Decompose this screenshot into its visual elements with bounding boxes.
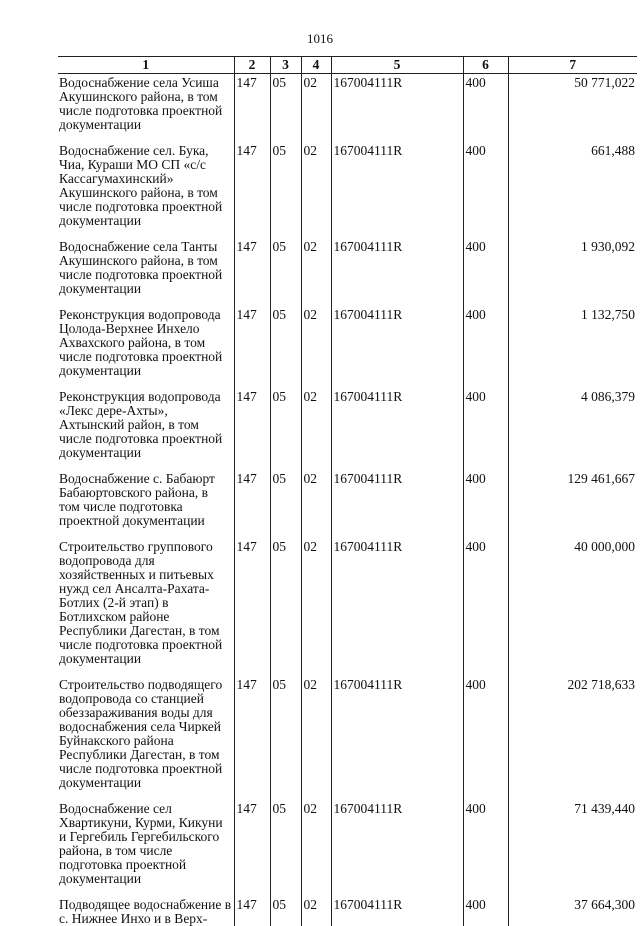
table-row: [58, 470, 637, 538]
row-code-5: 167004111R: [331, 470, 463, 538]
row-code-3: 05: [270, 470, 301, 538]
row-code-2: 147: [234, 896, 270, 926]
row-code-5: 167004111R: [331, 800, 463, 896]
row-code-4: 02: [301, 676, 331, 800]
row-code-6: 400: [463, 896, 508, 926]
row-code-2: 147: [234, 676, 270, 800]
row-code-4: 02: [301, 306, 331, 388]
row-code-2: 147: [234, 74, 270, 143]
table-row: [58, 306, 637, 388]
header-col-1: 1: [58, 57, 234, 74]
row-code-6: 400: [463, 388, 508, 470]
row-code-4: 02: [301, 238, 331, 306]
row-code-3: 05: [270, 538, 301, 676]
row-code-3: 05: [270, 676, 301, 800]
table-row: [58, 238, 637, 306]
row-amount: 1 132,750: [508, 306, 637, 388]
row-code-6: 400: [463, 74, 508, 143]
page-number: 1016: [307, 31, 333, 46]
row-name: Строительство подводящего водопровода со станцией обеззараживания воды для водоснабжения села Чиркей Буйнакского района Республики Дагестан, в том числе подготовка проектной документации: [59, 677, 223, 790]
row-amount: 1 930,092: [508, 238, 637, 306]
row-code-3: 05: [270, 238, 301, 306]
row-code-2: 147: [234, 538, 270, 676]
row-code-2: 147: [234, 800, 270, 896]
header-col-3: 3: [270, 57, 301, 74]
row-amount: 50 771,022: [508, 74, 637, 143]
row-code-3: 05: [270, 896, 301, 926]
row-name: Подводящее водоснабжение в с. Нижнее Инхо и в Верх-: [59, 897, 232, 926]
row-name: Водоснабжение села Усиша Акушинского района, в том числе подготовка проектной документации: [59, 75, 223, 132]
row-code-6: 400: [463, 676, 508, 800]
row-name: Водоснабжение села Танты Акушинского района, в том числе подготовка проектной документации: [59, 239, 223, 296]
row-name: Водоснабжение с. Бабаюрт Бабаюртовского района, в том числе подготовка проектной документации: [59, 471, 215, 528]
row-amount: 4 086,379: [508, 388, 637, 470]
row-code-6: 400: [463, 238, 508, 306]
row-amount: 71 439,440: [508, 800, 637, 896]
row-code-3: 05: [270, 388, 301, 470]
row-amount: 40 000,000: [508, 538, 637, 676]
budget-table: [58, 56, 637, 926]
row-amount: 129 461,667: [508, 470, 637, 538]
row-code-4: 02: [301, 388, 331, 470]
table-row: [58, 538, 637, 676]
row-code-5: 167004111R: [331, 306, 463, 388]
row-code-4: 02: [301, 142, 331, 238]
row-code-5: 167004111R: [331, 74, 463, 143]
row-code-2: 147: [234, 306, 270, 388]
row-amount: 37 664,300: [508, 896, 637, 926]
header-col-4: 4: [301, 57, 331, 74]
row-amount: 661,488: [508, 142, 637, 238]
header-col-7: 7: [508, 57, 637, 74]
row-code-6: 400: [463, 800, 508, 896]
row-code-5: 167004111R: [331, 676, 463, 800]
row-code-5: 167004111R: [331, 238, 463, 306]
row-amount: 202 718,633: [508, 676, 637, 800]
row-code-5: 167004111R: [331, 388, 463, 470]
header-col-6: 6: [463, 57, 508, 74]
header-row: [58, 57, 637, 74]
row-code-2: 147: [234, 142, 270, 238]
row-code-3: 05: [270, 142, 301, 238]
table-row: [58, 676, 637, 800]
row-name: Реконструкция водопровода Цолода-Верхнее Инхело Ахвахского района, в том числе подготовка проектной документации: [59, 307, 223, 378]
row-code-4: 02: [301, 74, 331, 143]
row-code-5: 167004111R: [331, 142, 463, 238]
table-row: [58, 74, 637, 143]
header-col-2: 2: [234, 57, 270, 74]
row-name: Реконструкция водопровода «Лекс дере-Ахты», Ахтынский район, в том числе подготовка проектной документации: [59, 389, 223, 460]
row-code-6: 400: [463, 306, 508, 388]
row-name: Водоснабжение сел Хвартикуни, Курми, Кикуни и Гергебиль Гергебильского района, в том числе подготовка проектной документации: [59, 801, 223, 886]
row-code-3: 05: [270, 800, 301, 896]
header-col-5: 5: [331, 57, 463, 74]
row-code-2: 147: [234, 388, 270, 470]
table-row: [58, 388, 637, 470]
table-row: [58, 142, 637, 238]
row-name: Строительство группового водопровода для хозяйственных и питьевых нужд сел Ансалта-Рахата-Ботлих (2-й этап) в Ботлихском районе Республики Дагестан, в том числе подготовка проектной документации: [59, 539, 223, 666]
row-code-4: 02: [301, 470, 331, 538]
row-code-6: 400: [463, 142, 508, 238]
row-code-4: 02: [301, 538, 331, 676]
row-code-5: 167004111R: [331, 538, 463, 676]
table-row: [58, 896, 637, 926]
row-name: Водоснабжение сел. Бука, Чиа, Кураши МО СП «с/с Кассагумахинский» Акушинского района, в том числе подготовка проектной документации: [59, 143, 223, 228]
row-code-4: 02: [301, 800, 331, 896]
row-code-3: 05: [270, 306, 301, 388]
row-code-6: 400: [463, 538, 508, 676]
row-code-6: 400: [463, 470, 508, 538]
row-code-2: 147: [234, 238, 270, 306]
row-code-2: 147: [234, 470, 270, 538]
row-code-4: 02: [301, 896, 331, 926]
row-code-5: 167004111R: [331, 896, 463, 926]
table-row: [58, 800, 637, 896]
row-code-3: 05: [270, 74, 301, 143]
